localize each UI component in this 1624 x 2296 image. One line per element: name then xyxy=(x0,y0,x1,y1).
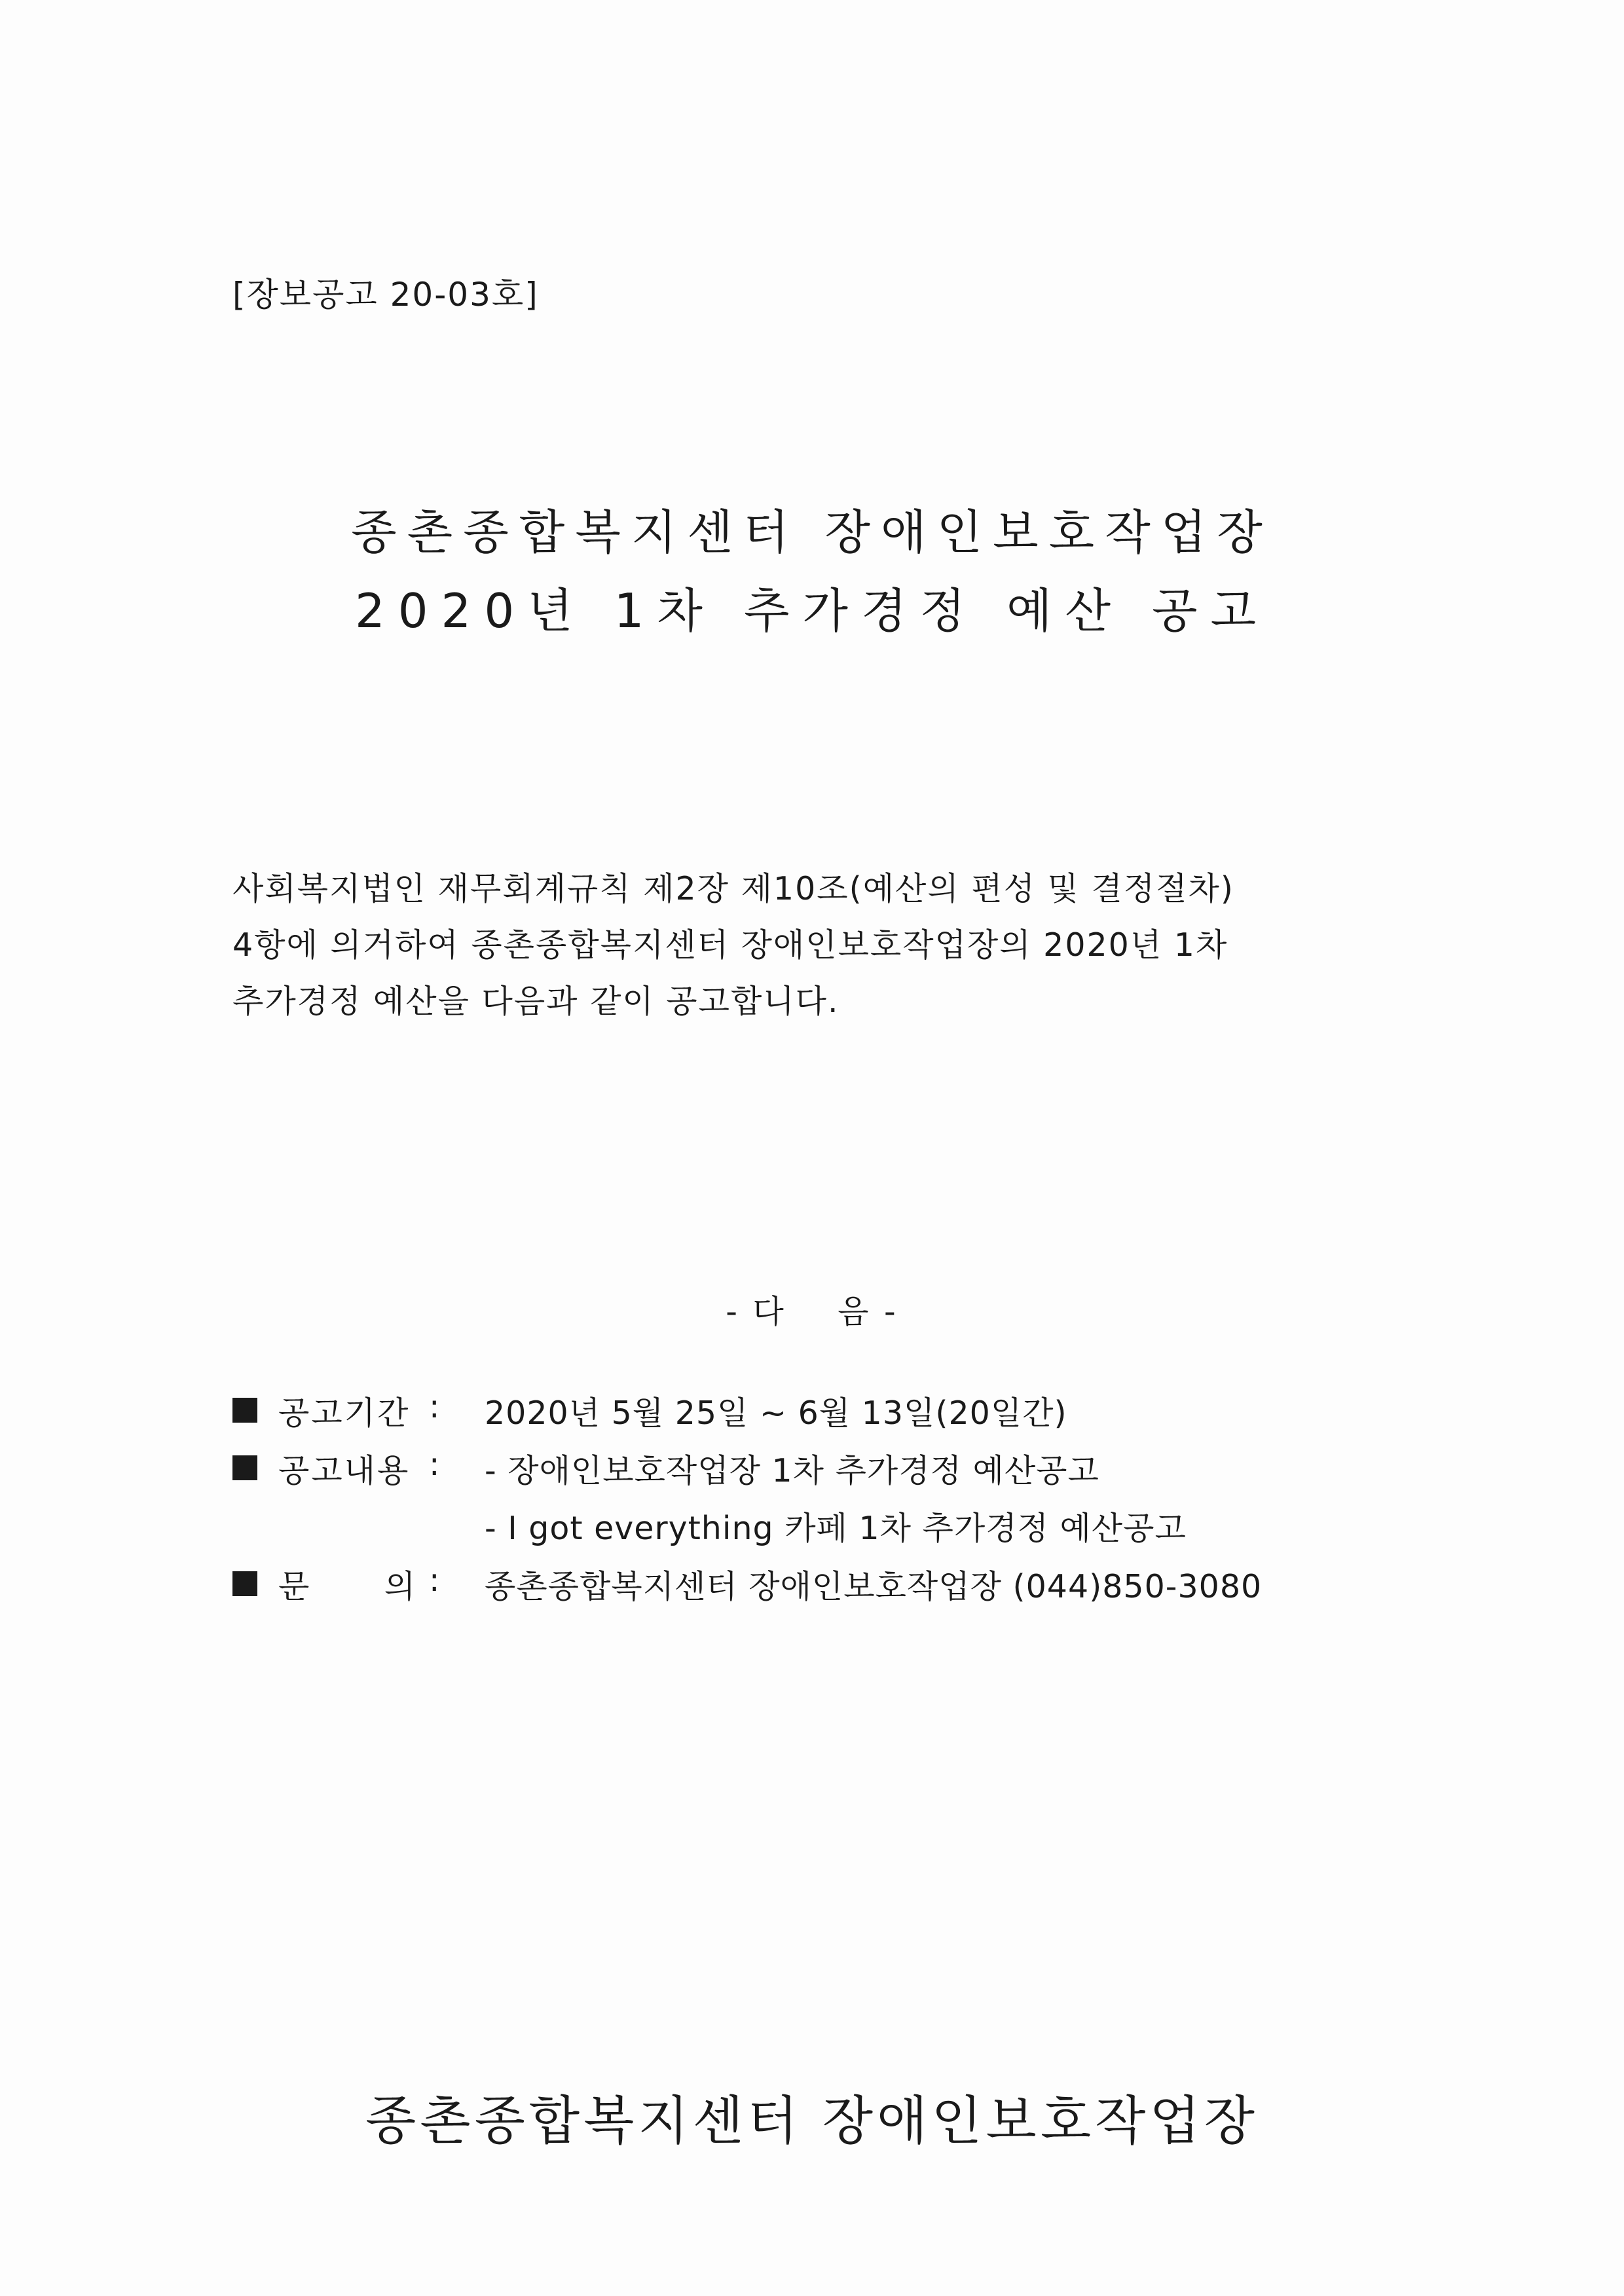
body-line-3: 추가경정 예산을 다음과 같이 공고합니다. xyxy=(232,983,840,1020)
colon: : xyxy=(429,1388,440,1425)
square-bullet-icon xyxy=(232,1398,257,1423)
notice-number: [장보공고 20-03호] xyxy=(232,276,539,314)
inquiry-label: 문 의 xyxy=(278,1568,418,1605)
colon: : xyxy=(429,1561,440,1599)
title-line-1: 종촌종합복지센터 장애인보호작업장 xyxy=(351,505,1273,560)
section-heading: - 다 음 - xyxy=(726,1293,898,1330)
colon: : xyxy=(429,1446,440,1483)
title-line-2: 2020년 1차 추가경정 예산 공고 xyxy=(354,583,1270,638)
footer-organization: 종촌종합복지센터 장애인보호작업장 xyxy=(365,2090,1259,2151)
period-label: 공고기간 xyxy=(278,1394,411,1432)
period-value: 2020년 5월 25일 ~ 6월 13일(20일간) xyxy=(485,1394,1067,1432)
body-line-1: 사회복지법인 재무회계규칙 제2장 제10조(예산의 편성 및 결정절차) xyxy=(232,870,1234,907)
square-bullet-icon xyxy=(232,1455,257,1480)
inquiry-value: 종촌종합복지센터 장애인보호작업장 (044)850-3080 xyxy=(485,1568,1263,1605)
content-label: 공고내용 xyxy=(278,1452,411,1489)
content-item-2: - I got everything 카페 1차 추가경정 예산공고 xyxy=(485,1510,1187,1547)
content-item-1: - 장애인보호작업장 1차 추가경정 예산공고 xyxy=(485,1452,1099,1489)
square-bullet-icon xyxy=(232,1571,257,1596)
body-line-2: 4항에 의거하여 종촌종합복지센터 장애인보호작업장의 2020년 1차 xyxy=(232,926,1228,964)
body-paragraph xyxy=(232,861,1398,1030)
